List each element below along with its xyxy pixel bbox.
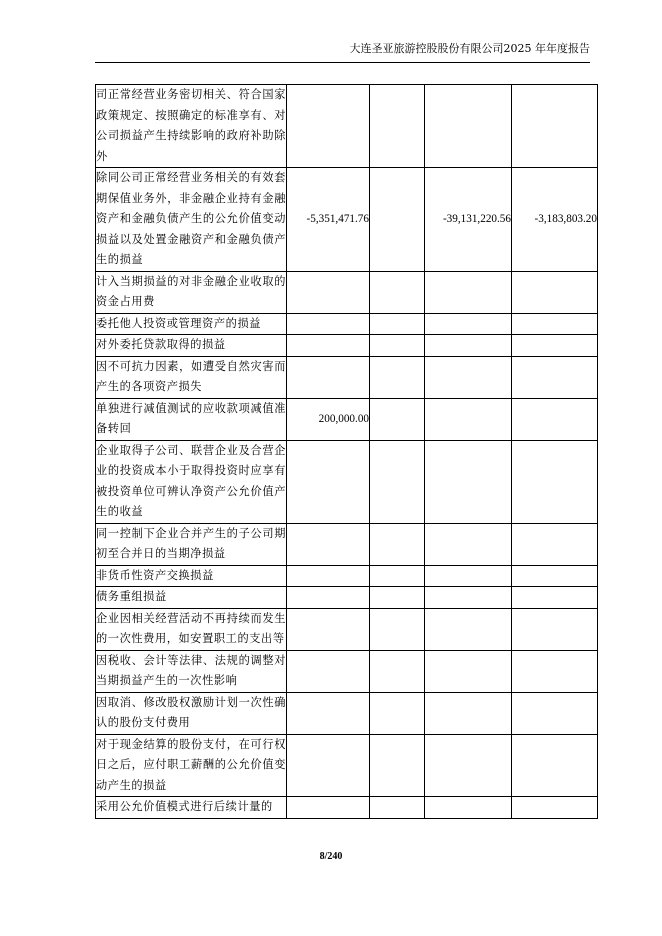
row-label: 委托他人投资或管理资产的损益 — [96, 313, 287, 335]
amount-cell — [425, 271, 512, 313]
amount-cell — [425, 650, 512, 692]
amount-cell — [425, 313, 512, 335]
page-header: 大连圣亚旅游控股股份有限公司2025 年年度报告 — [349, 42, 590, 55]
amount-cell — [287, 587, 370, 609]
amount-cell — [370, 608, 425, 650]
table-row — [96, 608, 598, 650]
amount-cell — [287, 356, 370, 398]
amount-cell — [512, 335, 598, 357]
amount-cell — [287, 271, 370, 313]
amount-cell — [425, 797, 512, 819]
amount-cell — [287, 650, 370, 692]
amount-cell — [425, 523, 512, 565]
table-row — [96, 523, 598, 565]
table-row — [96, 650, 598, 692]
amount-cell — [512, 650, 598, 692]
amount-cell — [287, 608, 370, 650]
table-row — [96, 587, 598, 609]
amount-cell — [370, 168, 425, 272]
amount-cell — [370, 797, 425, 819]
amount-cell — [287, 335, 370, 357]
amount-cell — [512, 313, 598, 335]
amount-cell — [425, 692, 512, 734]
amount-cell — [512, 271, 598, 313]
row-label: 同一控制下企业合并产生的子公司期初至合并日的当期净损益 — [96, 523, 287, 565]
amount-cell — [370, 587, 425, 609]
amount-cell — [512, 692, 598, 734]
amount-cell: 200,000.00 — [287, 398, 370, 440]
table-row — [96, 440, 598, 523]
non-recurring-items-table — [95, 84, 598, 819]
amount-cell — [512, 608, 598, 650]
amount-cell — [370, 692, 425, 734]
amount-cell — [370, 523, 425, 565]
row-label: 对外委托贷款取得的损益 — [96, 335, 287, 357]
amount-cell — [512, 356, 598, 398]
table-row — [96, 398, 598, 440]
amount-cell — [512, 587, 598, 609]
table-row — [96, 271, 598, 313]
amount-cell — [287, 734, 370, 797]
amount-cell — [370, 85, 425, 168]
amount-cell — [512, 797, 598, 819]
amount-cell — [287, 85, 370, 168]
row-label: 除同公司正常经营业务相关的有效套期保值业务外，非金融企业持有金融资产和金融负债产生的公允价值变动损益以及处置金融资产和金融负债产生的损益 — [96, 168, 287, 272]
row-label: 司正常经营业务密切相关、符合国家政策规定、按照确定的标准享有、对公司损益产生持续影响的政府补助除外 — [96, 85, 287, 168]
amount-cell — [425, 565, 512, 587]
row-label: 非货币性资产交换损益 — [96, 565, 287, 587]
row-label: 计入当期损益的对非金融企业收取的资金占用费 — [96, 271, 287, 313]
row-label: 单独进行减值测试的应收款项减值准备转回 — [96, 398, 287, 440]
amount-cell — [287, 523, 370, 565]
amount-cell: -3,183,803.20 — [512, 168, 598, 272]
amount-cell — [287, 313, 370, 335]
table-row — [96, 734, 598, 797]
amount-cell — [425, 440, 512, 523]
table-row — [96, 85, 598, 168]
amount-cell — [370, 356, 425, 398]
amount-cell — [425, 85, 512, 168]
amount-cell: -5,351,471.76 — [287, 168, 370, 272]
amount-cell — [287, 797, 370, 819]
amount-cell — [370, 565, 425, 587]
amount-cell — [370, 440, 425, 523]
table-row — [96, 565, 598, 587]
amount-cell — [512, 523, 598, 565]
amount-cell — [425, 734, 512, 797]
row-label: 因取消、修改股权激励计划一次性确认的股份支付费用 — [96, 692, 287, 734]
amount-cell — [425, 608, 512, 650]
amount-cell — [512, 85, 598, 168]
amount-cell — [512, 565, 598, 587]
amount-cell — [370, 313, 425, 335]
amount-cell — [425, 356, 512, 398]
header-divider — [95, 62, 590, 63]
table-row — [96, 168, 598, 272]
amount-cell — [370, 398, 425, 440]
amount-cell — [370, 335, 425, 357]
amount-cell — [370, 650, 425, 692]
row-label: 对于现金结算的股份支付，在可行权日之后，应付职工薪酬的公允价值变动产生的损益 — [96, 734, 287, 797]
amount-cell — [425, 335, 512, 357]
amount-cell — [512, 440, 598, 523]
amount-cell — [512, 734, 598, 797]
table-row — [96, 335, 598, 357]
amount-cell: -39,131,220.56 — [425, 168, 512, 272]
row-label: 因税收、会计等法律、法规的调整对当期损益产生的一次性影响 — [96, 650, 287, 692]
amount-cell — [512, 398, 598, 440]
amount-cell — [287, 692, 370, 734]
amount-cell — [370, 734, 425, 797]
amount-cell — [425, 398, 512, 440]
table-row — [96, 313, 598, 335]
table-row — [96, 692, 598, 734]
row-label: 采用公允价值模式进行后续计量的 — [96, 797, 287, 819]
amount-cell — [287, 440, 370, 523]
row-label: 企业取得子公司、联营企业及合营企业的投资成本小于取得投资时应享有被投资单位可辨认净资产公允价值产生的收益 — [96, 440, 287, 523]
amount-cell — [287, 565, 370, 587]
row-label: 债务重组损益 — [96, 587, 287, 609]
page-number: 8/240 — [319, 851, 343, 862]
table-row — [96, 356, 598, 398]
amount-cell — [425, 587, 512, 609]
amount-cell — [370, 271, 425, 313]
row-label: 因不可抗力因素，如遭受自然灾害而产生的各项资产损失 — [96, 356, 287, 398]
row-label: 企业因相关经营活动不再持续而发生的一次性费用，如安置职工的支出等 — [96, 608, 287, 650]
table-row — [96, 797, 598, 819]
